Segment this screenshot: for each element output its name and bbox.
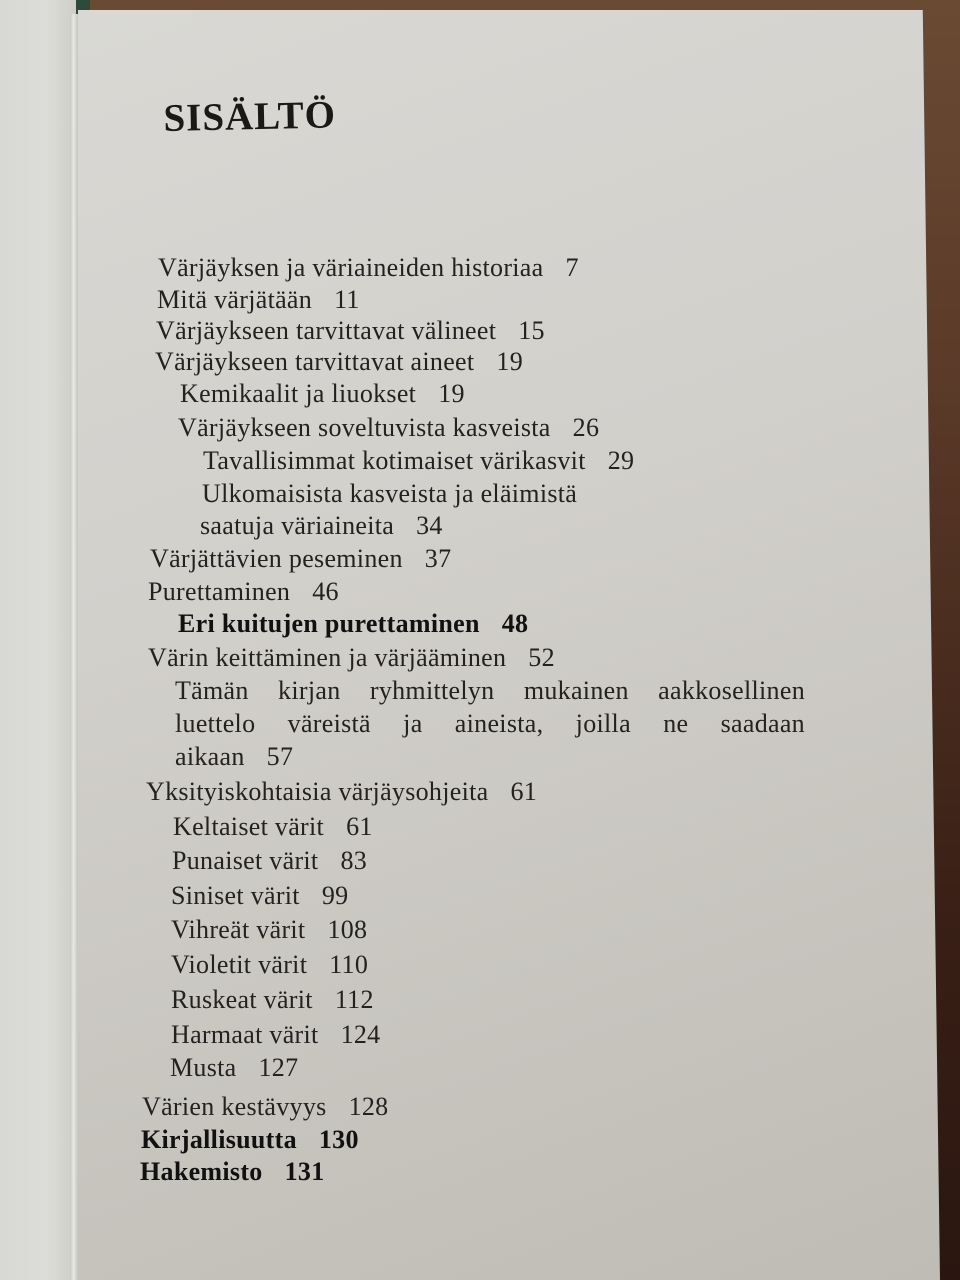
toc-entry-page: 110 xyxy=(329,950,369,979)
toc-entry-title: Siniset värit xyxy=(171,881,300,910)
toc-entry-title: Värjäykseen tarvittavat välineet xyxy=(156,316,497,345)
toc-entry-page: 128 xyxy=(348,1092,389,1121)
toc-entry-page: 130 xyxy=(318,1125,359,1154)
toc-entry xyxy=(157,285,360,315)
toc-entry xyxy=(150,544,451,574)
toc-entry-title: Värjäykseen soveltuvista kasveista xyxy=(178,413,551,442)
toc-entry xyxy=(171,881,348,911)
toc-entry xyxy=(140,1157,325,1187)
toc-entry-title: Yksityiskohtaisia värjäysohjeita xyxy=(146,777,489,806)
toc-entry xyxy=(203,446,634,476)
toc-entry-title: luettelo väreistä ja aineista, joilla ne saadaan xyxy=(175,709,805,738)
toc-entry-page: 112 xyxy=(334,985,374,1014)
toc-entry xyxy=(175,709,805,739)
toc-entry-page: 48 xyxy=(501,609,529,638)
toc-entry-title: aikaan xyxy=(175,742,245,771)
toc-entry-title: Värjäykseen tarvittavat aineet xyxy=(155,347,475,376)
toc-entry xyxy=(146,777,537,807)
toc-entry xyxy=(155,347,523,377)
toc-entry-title: Harmaat värit xyxy=(171,1020,319,1049)
toc-entry-page: 108 xyxy=(327,915,368,944)
toc-entry-page: 124 xyxy=(340,1020,381,1049)
toc-entry-title: Värin keittäminen ja värjääminen xyxy=(148,643,507,672)
toc-entry-page: 127 xyxy=(258,1053,299,1082)
toc-entry xyxy=(180,379,465,409)
toc-entry-title: Mitä värjätään xyxy=(157,285,313,314)
toc-entry-page: 57 xyxy=(266,742,294,771)
toc-entry-title: Ruskeat värit xyxy=(171,985,313,1014)
toc-entry-title: Kemikaalit ja liuokset xyxy=(180,379,417,408)
toc-entry-page: 29 xyxy=(607,446,635,475)
toc-entry xyxy=(142,1092,388,1122)
toc-entry-title: Musta xyxy=(170,1053,237,1082)
toc-entry xyxy=(171,950,368,980)
toc-entry-page: 7 xyxy=(565,253,579,282)
toc-entry-title: Hakemisto xyxy=(140,1157,263,1186)
toc-entry-title: Violetit värit xyxy=(171,950,308,979)
toc-entry xyxy=(175,742,293,772)
toc-entry-title: Kirjallisuutta xyxy=(141,1125,297,1154)
toc-entry xyxy=(171,1020,380,1050)
toc-entry-page: 61 xyxy=(346,812,373,841)
toc-entry xyxy=(175,676,805,706)
toc-entry xyxy=(148,643,555,673)
toc-entry-page: 19 xyxy=(496,347,524,376)
toc-entry-title: Ulkomaisista kasveista ja eläimistä xyxy=(202,479,578,508)
toc-entry-title: Purettaminen xyxy=(148,577,291,606)
toc-entry xyxy=(170,1053,298,1083)
toc-entry xyxy=(141,1125,359,1155)
toc-entry-title: Tämän kirjan ryhmittelyn mukainen aakkosellinen xyxy=(175,676,805,705)
toc-entry-page: 19 xyxy=(438,379,465,408)
toc-entry-title: Keltaiset värit xyxy=(173,812,325,841)
toc-entry-page: 99 xyxy=(321,881,349,910)
toc-entry xyxy=(172,846,367,876)
toc-entry-title: Värjättävien peseminen xyxy=(150,544,403,573)
toc-entry xyxy=(156,316,545,346)
toc-entry-title: Eri kuitujen purettaminen xyxy=(178,609,480,638)
toc-entry-title: Värien kestävyys xyxy=(142,1092,327,1121)
toc-entry-page: 11 xyxy=(334,285,360,314)
toc-entry-page: 34 xyxy=(416,511,443,540)
toc-entry xyxy=(178,413,599,443)
toc-entry-title: saatuja väriaineita xyxy=(200,511,395,540)
toc-entry-title: Tavallisimmat kotimaiset värikasvit xyxy=(203,446,586,475)
toc-entry-page: 52 xyxy=(528,643,555,672)
toc-entry-title: Vihreät värit xyxy=(171,915,306,944)
toc-entry xyxy=(171,915,367,945)
toc-entry-title: Punaiset värit xyxy=(172,846,319,875)
toc-entry xyxy=(178,609,528,639)
toc-entry-page: 83 xyxy=(340,846,368,875)
toc-entry-page: 26 xyxy=(572,413,600,442)
page-title: SISÄLTÖ xyxy=(163,93,337,141)
toc-entry xyxy=(158,253,579,283)
toc-entry xyxy=(171,985,374,1015)
toc-entry-title: Värjäyksen ja väriaineiden historiaa xyxy=(158,253,544,282)
toc-entry-page: 37 xyxy=(424,544,452,573)
toc-entry xyxy=(173,812,373,842)
toc-entry-page: 61 xyxy=(510,777,538,806)
toc-entry-page: 15 xyxy=(518,316,545,345)
toc-entry-page: 131 xyxy=(284,1157,325,1186)
toc-entry-page: 46 xyxy=(312,577,339,606)
toc-entry xyxy=(200,511,443,541)
toc-entry xyxy=(202,479,577,509)
toc-entry xyxy=(148,577,339,607)
